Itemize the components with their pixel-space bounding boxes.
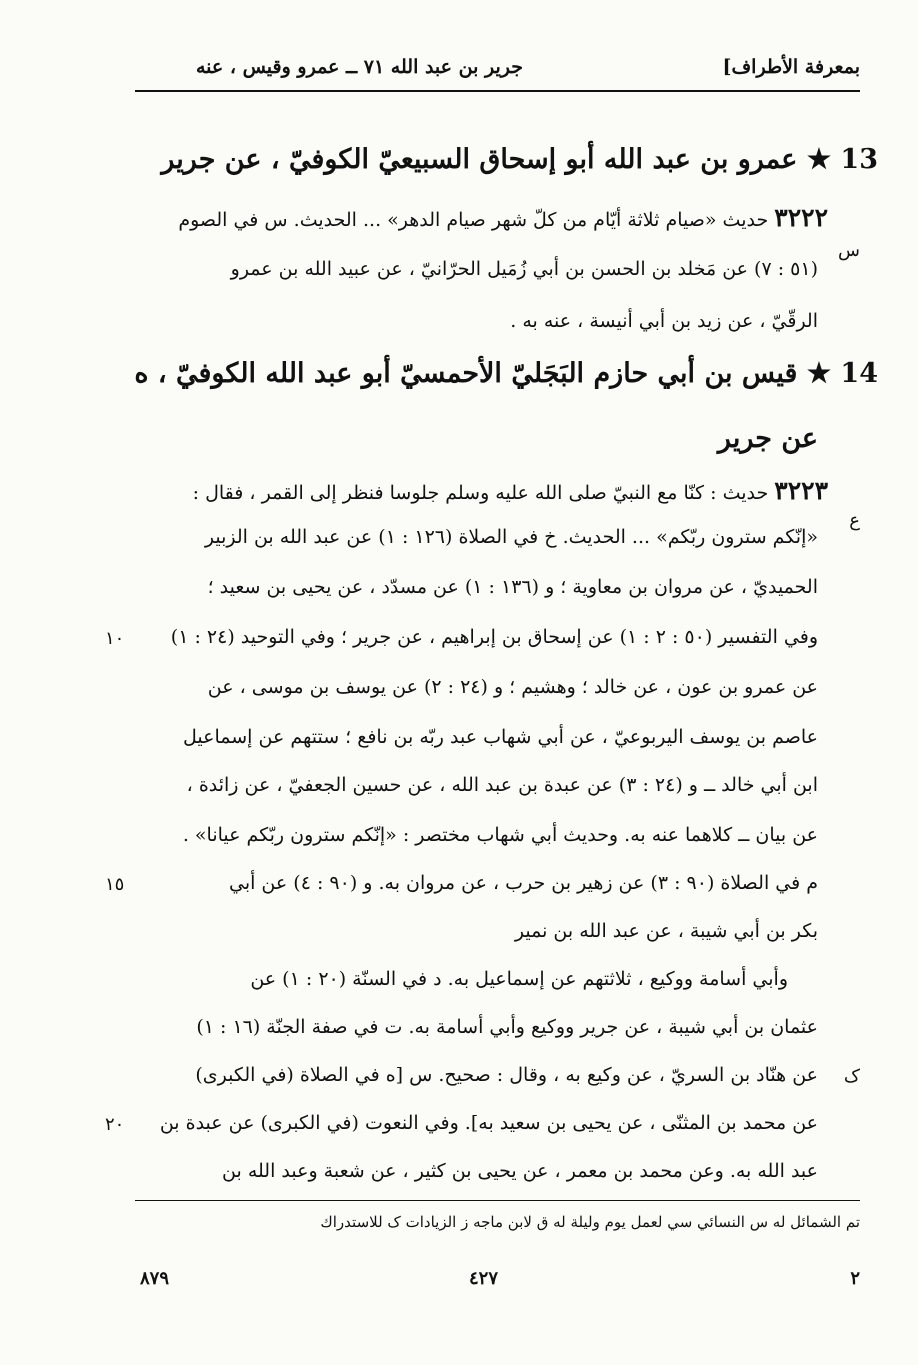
footnote-abbreviations: تم الشمائل له س النسائي سي لعمل يوم وليلة له ق لابن ماجه ز الزيادات ک للاستدراك (320, 1213, 860, 1231)
margin-line-number-10: ١٠ (105, 628, 125, 649)
hadith-3223-line-8: عن بيان ــ كلاهما عنه به. وحديث أبي شهاب مختصر : «إنّكم سترون ربّكم عيانا» . (182, 824, 818, 846)
footer-page-number: ٤٢٧ (468, 1268, 498, 1289)
entry-14-heading (134, 360, 878, 387)
hadith-3223-line-10: بكر بن أبي شيبة ، عن عبد الله بن نمير (514, 920, 818, 942)
hadith-3223-line-6: عاصم بن يوسف اليربوعيّ ، عن أبي شهاب عبد ربّه بن نافع ؛ ستتهم عن إسماعيل (183, 726, 818, 748)
margin-symbol-sin: س (838, 240, 860, 261)
hadith-3222-line-1 (178, 205, 828, 230)
hadith-3223-line-4: وفي التفسير (٥٠ : ٢ : ١) عن إسحاق بن إبراهيم ، عن جرير ؛ وفي التوحيد (٢٤ : ١) (170, 626, 818, 648)
margin-line-number-15: ١٥ (105, 874, 125, 895)
hadith-3223-line-9: م في الصلاة (٩٠ : ٣) عن زهير بن حرب ، عن مروان به. و (٩٠ : ٤) عن أبي (228, 872, 818, 894)
header-book-title: بمعرفة الأطراف] (722, 56, 860, 78)
hadith-3222-line-3: الرقّيّ ، عن زيد بن أبي أنيسة ، عنه به . (510, 310, 818, 332)
entry-14-title: قيس بن أبي حازم البَجَليّ الأحمسيّ أبو عبد الله الكوفيّ ، ه (134, 358, 798, 389)
hadith-3223-text-1: حديث : كنّا مع النبيّ صلى الله عليه وسلم جلوسا فنظر إلى القمر ، فقال : (192, 482, 769, 504)
header-rule (135, 90, 860, 92)
hadith-3223-line-11: وأبي أسامة ووكيع ، ثلاثتهم عن إسماعيل به. د في السنّة (٢٠ : ١) عن (250, 968, 788, 990)
footer-volume-number: ٢ (850, 1268, 860, 1289)
hadith-3222-number: ٣٢٢٢ (774, 203, 828, 232)
hadith-3223-line-1 (193, 478, 828, 503)
hadith-3223-line-7: ابن أبي خالد ــ و (٢٤ : ٣) عن عبدة بن عبد الله ، عن حسين الجعفيّ ، عن زائدة ، (186, 774, 818, 796)
margin-line-number-20: ٢٠ (105, 1114, 125, 1135)
margin-symbol-ain: ع (849, 510, 860, 531)
hadith-3223-line-14: عن محمد بن المثنّى ، عن يحيى بن سعيد به]. وفي النعوت (في الكبرى) عن عبدة بن (159, 1112, 818, 1134)
footnote-rule (135, 1200, 860, 1201)
hadith-3223-line-12: عثمان بن أبي شيبة ، عن جرير ووكيع وأبي أسامة به. ت في صفة الجنّة (١٦ : ١) (196, 1016, 818, 1038)
entry-13-heading (161, 146, 878, 173)
hadith-3222-line-2: (٥١ : ٧) عن مَخلد بن الحسن بن أبي زُمَيل الحرّانيّ ، عن عبيد الله بن عمرو (230, 258, 818, 280)
hadith-3222-text-1: حديث «صيام ثلاثة أيّام من كلّ شهر صيام الدهر» ... الحديث. س في الصوم (178, 209, 769, 231)
hadith-3223-number: ٣٢٢٣ (774, 476, 828, 505)
entry-14-marker: 14 ★ (806, 358, 878, 389)
hadith-3223-line-2: «إنّكم سترون ربّكم» ... الحديث. خ في الصلاة (١٢٦ : ١) عن عبد الله بن الزبير (204, 526, 818, 548)
entry-13-marker: 13 ★ (806, 144, 878, 175)
header-section-title: جرير بن عبد الله ٧١ ــ عمرو وقيس ، عنه (195, 56, 523, 78)
hadith-3223-line-13: عن هنّاد بن السريّ ، عن وكيع به ، وقال : صحيح. س [ه في الصلاة (في الكبرى) (195, 1064, 818, 1086)
entry-13-title: عمرو بن عبد الله أبو إسحاق السبيعيّ الكوفيّ ، عن جرير (161, 144, 798, 175)
hadith-3223-line-5: عن عمرو بن عون ، عن خالد ؛ وهشيم ؛ و (٢٤ : ٢) عن يوسف بن موسى ، عن (207, 676, 818, 698)
hadith-3223-line-3: الحميديّ ، عن مروان بن معاوية ؛ و (١٣٦ : ١) عن مسدّد ، عن يحيى بن سعيد ؛ (207, 576, 818, 598)
hadith-3223-line-15: عبد الله به. وعن محمد بن معمر ، عن يحيى بن كثير ، عن شعبة وعبد الله بن (222, 1160, 818, 1182)
entry-14-heading-line-2: عن جرير (717, 423, 818, 454)
footer-original-page: ٨٧٩ (140, 1268, 170, 1289)
margin-symbol-kaf: ک (843, 1066, 860, 1087)
